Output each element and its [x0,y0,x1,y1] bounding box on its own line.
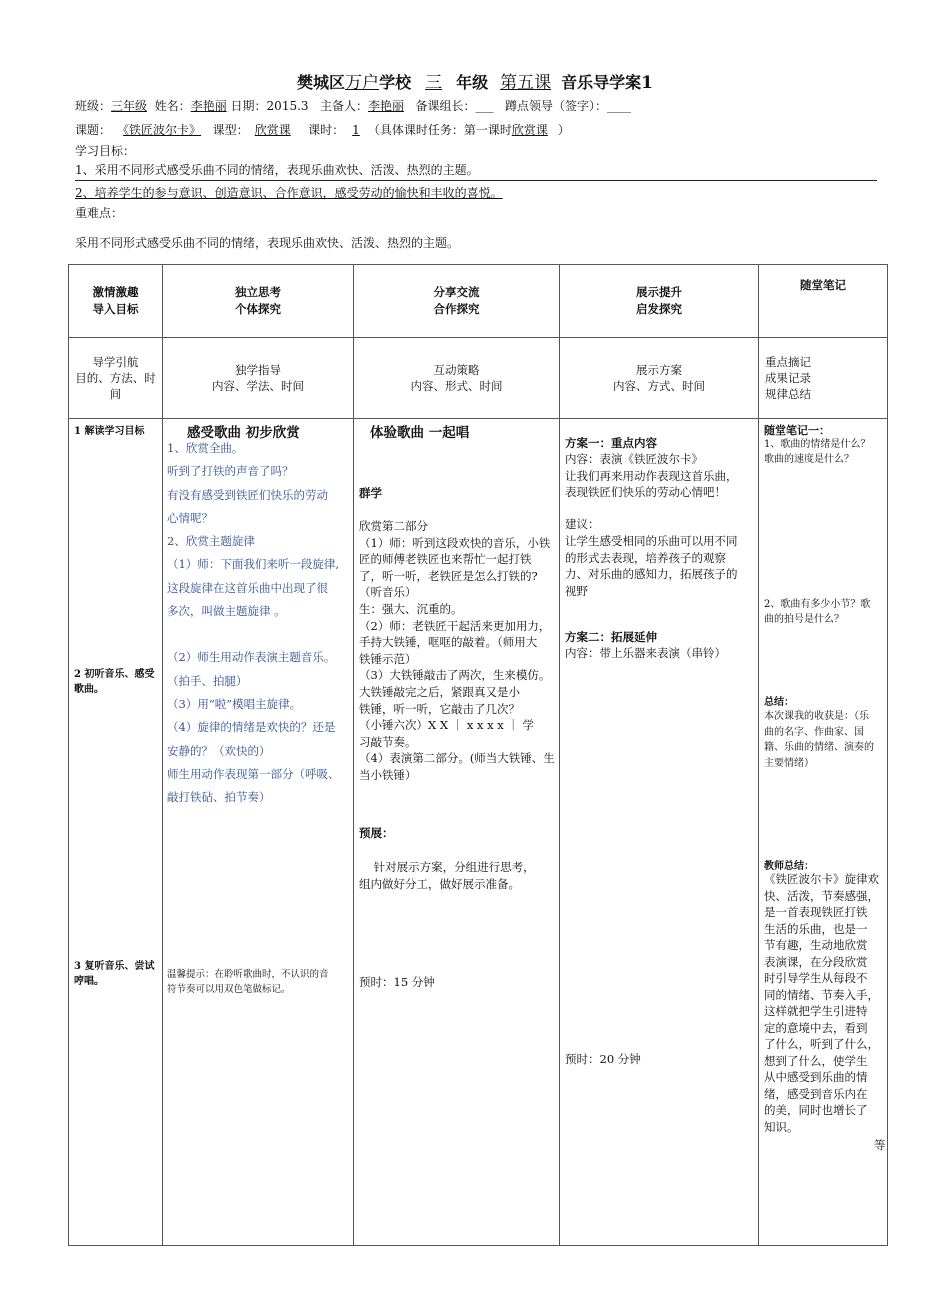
task-suffix: ） [557,123,570,137]
col5-note2-line: 2、歌曲有多少小节？歌 [764,599,871,610]
col2-line: （1）师：下面我们来听一段旋律, [167,557,339,572]
difficulty-label: 重难点： [75,206,124,220]
body-col2 [163,419,354,1246]
info-line-2 [75,121,570,138]
col4-advice-line: 力、对乐曲的感知力，拓展孩子的 [565,567,738,582]
class-value: 三年级 [111,99,148,113]
col5-teacher-title: 教师总结： [764,861,814,872]
col3-line: 生：强大、沉重的。 [359,601,463,616]
sub-col3 [354,338,560,419]
col3-line: （4）表演第二部分。(师当大铁锤、生 [359,751,555,766]
col3-line: 了，听一听，老铁匠是怎么打铁的? [359,568,538,583]
col3-line: （3）大铁锤敲击了两次，生来模仿。 [359,668,551,683]
col2-tip-line1: 温馨提示：在聆听歌曲时，不认识的音 [167,969,329,980]
sub-col4-line2: 内容、方式、时间 [613,379,705,393]
header-col1 [69,265,163,338]
col2-line: 2、欣赏主题旋律 [167,534,255,549]
col4-advice-line: 的形式去表现，培养孩子的观察 [565,550,726,565]
col2-line [167,623,353,646]
col3-line: 铁锤示范） [359,651,417,666]
body-col4 [560,419,759,1246]
col4-plan2-title: 方案二：拓展延伸 [565,630,657,644]
sub-col1-line1: 导学引航 [92,355,139,369]
info-line-1 [75,97,631,114]
objectives-label: 学习目标： [75,144,136,158]
col4-plan2-line: 内容：带上乐器来表演（串铃） [565,646,726,660]
col5-teacher-line: 从中感受到乐曲的情 [764,1070,868,1084]
col5-summary-lines [764,709,874,771]
col3-line: 习敲节奏。 [359,734,417,749]
col2-line: 听到了打铁的声音了吗？ [167,464,294,479]
col3-line: （1）师：听到这段欢快的音乐，小铁 [359,535,551,550]
objective-1: 1、采用不同形式感受乐曲不同的情绪，表现乐曲欢快、活泼、热烈的主题。 [75,161,877,181]
table-subheader-row [69,338,888,419]
col5-teacher-line: 生活的乐曲，也是一 [764,921,868,936]
sub-col3-line2: 内容、形式、时间 [410,379,503,393]
col5-summary-line: 籍、乐曲的情绪、演奏的 [764,742,874,753]
col2-line: 这段旋律在这首乐曲中出现了很 [167,580,328,595]
col5-teacher-line: 定的意境中去，看到 [764,1020,868,1035]
col3-time: 预时：15 分钟 [359,975,435,989]
col5-teacher-lines [764,871,879,1135]
supervisor-label: 蹲点领导（签字）： [504,99,607,113]
title-num: 1 [641,73,653,93]
leader-value: ___ [475,99,494,113]
col2-line: 有没有感受到铁匠们快乐的劳动 [167,487,328,502]
col3-line: 欣赏第二部分 [359,519,428,533]
col3-preview-line2: 组内做好分工，做好展示准备。 [359,876,520,891]
date-value: 2015.3 [266,99,309,113]
class-label: 班级： [75,99,112,113]
body-col3 [354,419,560,1246]
title-grade-suffix: 年级 [456,73,489,92]
col4-cell [560,419,758,1245]
col5-teacher-line: 想到了什么，使学生 [764,1053,868,1068]
col5-teacher-line: 是一首表现铁匠打铁 [764,905,868,919]
col5-teacher-line: 节有趣，生动地欣赏 [764,938,868,952]
type-value: 欣赏课 [254,123,291,137]
sub-col5-line2: 成果记录 [765,371,811,385]
col5-note1-line: 歌曲的速度是什么？ [764,454,854,465]
col2-line: （拍手、拍腿） [167,673,248,688]
header-col3-line2: 合作探究 [433,302,480,316]
body-col5 [759,419,888,1246]
col2-line: （3）用“啦”模唱主旋律。 [167,696,302,711]
col5-teacher-line: 时引导学生从每段不 [764,971,868,985]
step2b: 歌曲。 [74,684,104,695]
supervisor-value: ____ [606,99,631,113]
sub-col1-line2: 目的、方法、时 [75,371,156,385]
difficulty-text: 采用不同形式感受乐曲不同的情绪，表现乐曲欢快、活泼、热烈的主题。 [75,236,460,250]
col5-cell [759,419,887,1245]
col5-summary-line: 本次课我的收获是：（乐 [764,711,869,722]
col5-summary-line: 曲的名字、作曲家、国 [764,726,864,738]
step3a: 3 复听音乐、尝试 [74,961,155,972]
col5-note2-lines [764,597,870,627]
title-subject: 音乐导学案 [561,73,642,92]
header-col4-line1: 展示提升 [636,285,682,299]
sub-col2-line2: 内容、学法、时间 [212,379,304,393]
title-school-suffix: 学校 [379,73,412,92]
col4-plan1-line: 内容：表演《铁匠波尔卡》 [565,452,703,466]
col5-note1-lines [764,437,870,467]
col4-plan1-line: 表现铁匠们快乐的劳动心情吧！ [565,485,726,500]
header-col4-line2: 启发探究 [636,302,682,316]
header-col5-line1: 随堂笔记 [800,278,846,292]
col5-teacher-line: 了什么，听到了什么， [764,1037,879,1051]
col2-cell [163,419,353,1245]
header-col4 [560,265,759,338]
page-title [0,68,950,93]
table-header-row [69,265,888,338]
step3b: 哼唱。 [74,976,104,987]
col2-line: 多次，叫做主题旋律 。 [167,604,286,619]
sub-col4-line1: 展示方案 [636,363,682,377]
col4-advice-line: 视野 [565,583,588,598]
col3-heading: 体验歌曲 一起唱 [370,425,470,441]
col2-line: 心情呢？ [167,510,213,525]
col5-teacher-line: 《铁匠波尔卡》旋律欢 [764,872,879,886]
col3-lines [359,518,559,784]
name-value: 李艳丽 [190,99,227,113]
col3-line: 当小铁锤） [359,767,417,782]
header-col1-line2: 导入目标 [92,302,139,316]
sub-col5-line3: 规律总结 [765,387,811,401]
col3-line: 匠的师傅老铁匠也来帮忙一起打铁 [359,552,532,567]
type-label: 课型： [212,123,249,137]
sub-col5-line1: 重点摘记 [765,355,811,369]
col1-cell [69,419,162,1245]
hours-value: 1 [352,123,360,137]
step2a: 2 初听音乐、感受 [74,669,155,680]
title-district: 樊城区 [297,73,346,92]
col2-line: （4）旋律的情绪是欢快的？还是 [167,720,336,735]
sub-col3-line1: 互动策略 [433,363,480,377]
col2-heading: 感受歌曲 初步欣赏 [187,425,300,441]
header-col2-line2: 个体探究 [235,302,281,316]
col2-line: 师生用动作表现第一部分（呼吸、 [167,766,340,781]
step1: 1 解读学习目标 [74,426,145,437]
col4-plan1-title: 方案一：重点内容 [565,436,657,450]
sub-col1-line3: 间 [109,387,122,401]
task-prefix: （具体课时任务：第一课时 [367,123,512,137]
col4-plan1-line: 让我们再来用动作表现这首乐曲， [565,468,738,483]
title-lesson: 第五课 [500,73,552,93]
col5-teacher-line: 知识。 [764,1119,799,1134]
col5-note2-line: 曲的拍号是什么？ [764,614,844,625]
col2-tip-line2: 符节奏可以用双色笔做标记。 [167,984,291,995]
col2-tip [167,967,329,997]
col2-line: （2）师生用动作表演主题音乐。 [167,650,336,665]
sub-col2-line1: 独学指导 [235,363,281,377]
col3-line: 铁锤，听一听，它敲击了几次？ [359,701,520,716]
col4-advice-label: 建议： [565,517,600,531]
col5-teacher-line: 同的情绪、节奏入手， [764,987,879,1002]
body-col1 [69,419,163,1246]
col5-summary-title: 总结： [764,697,794,708]
header-col3-line1: 分享交流 [433,285,480,299]
col3-line: （2）师：老铁匠干起活来更加用力， [359,618,551,633]
col4-time: 预时：20 分钟 [565,1052,641,1066]
preparer-value: 李艳丽 [368,99,405,113]
col4-plan1-lines [565,451,738,501]
col5-teacher-line: 表演课，在分段欣赏 [764,954,868,969]
sub-col2 [163,338,354,419]
sub-col5 [759,338,888,419]
col5-teacher-line: 这样就把学生引进特 [764,1004,868,1018]
table-body-row [69,419,888,1246]
col5-summary-line: 主要情绪） [764,757,814,769]
preparer-label: 主备人： [320,99,369,113]
topic-label: 课题： [75,123,112,137]
col3-group: 群学 [359,486,382,500]
header-col1-line1: 激情激趣 [92,285,139,299]
col3-line: 大铁锤敲完之后，紧跟真又是小 [359,684,520,699]
col3-preview-label: 预展： [359,826,394,840]
objective-2: 2、培养学生的参与意识、创造意识、合作意识，感受劳动的愉快和丰收的喜悦。 [75,186,503,200]
name-label: 姓名： [154,99,191,113]
date-label: 日期： [230,99,267,113]
title-grade: 三 [425,73,443,93]
leader-label: 备课组长： [415,99,476,113]
col4-advice-line: 让学生感受相同的乐曲可以用不同 [565,534,738,548]
col2-line: 安静的？（欢快的） [167,743,271,758]
header-col5 [759,265,888,338]
lesson-plan-table [68,264,888,1246]
col3-cell [354,419,559,1245]
col5-teacher-line: 快、活泼，节奏感强， [764,888,879,903]
title-school: 万户 [345,73,380,93]
sub-col1 [69,338,163,419]
col3-line: 手持大铁锤，哐哐的敲着。（师用大 [359,635,538,650]
col5-teacher-line: 的美，同时也增长了 [764,1103,868,1117]
col3-preview-line1: 针对展示方案，分组进行思考， [359,860,535,874]
sub-col4 [560,338,759,419]
header-col2 [163,265,354,338]
header-col3 [354,265,560,338]
col2-lines [167,437,353,809]
hours-label: 课时： [308,123,345,137]
col5-note1-line: 1、歌曲的情绪是什么？ [764,439,871,450]
col5-teacher-line: 绪，感受到音乐内在 [764,1086,868,1101]
col3-line: （小锤六次）X X ｜ x x x x ｜ 学 [359,718,535,733]
col5-note1-title: 随堂笔记一： [764,424,830,437]
col3-line: （听音乐） [359,585,417,600]
col2-line: 敲打铁砧、拍节奏） [167,790,271,805]
header-col2-line1: 独立思考 [235,285,281,299]
col4-advice-lines [565,533,738,599]
col3-preview [359,859,535,892]
col5-etc: 等 [874,1138,886,1152]
task-value: 欣赏课 [511,123,548,137]
topic-value: 《铁匠波尔卡》 [123,123,202,137]
col2-line: 1、欣赏全曲。 [167,441,244,455]
